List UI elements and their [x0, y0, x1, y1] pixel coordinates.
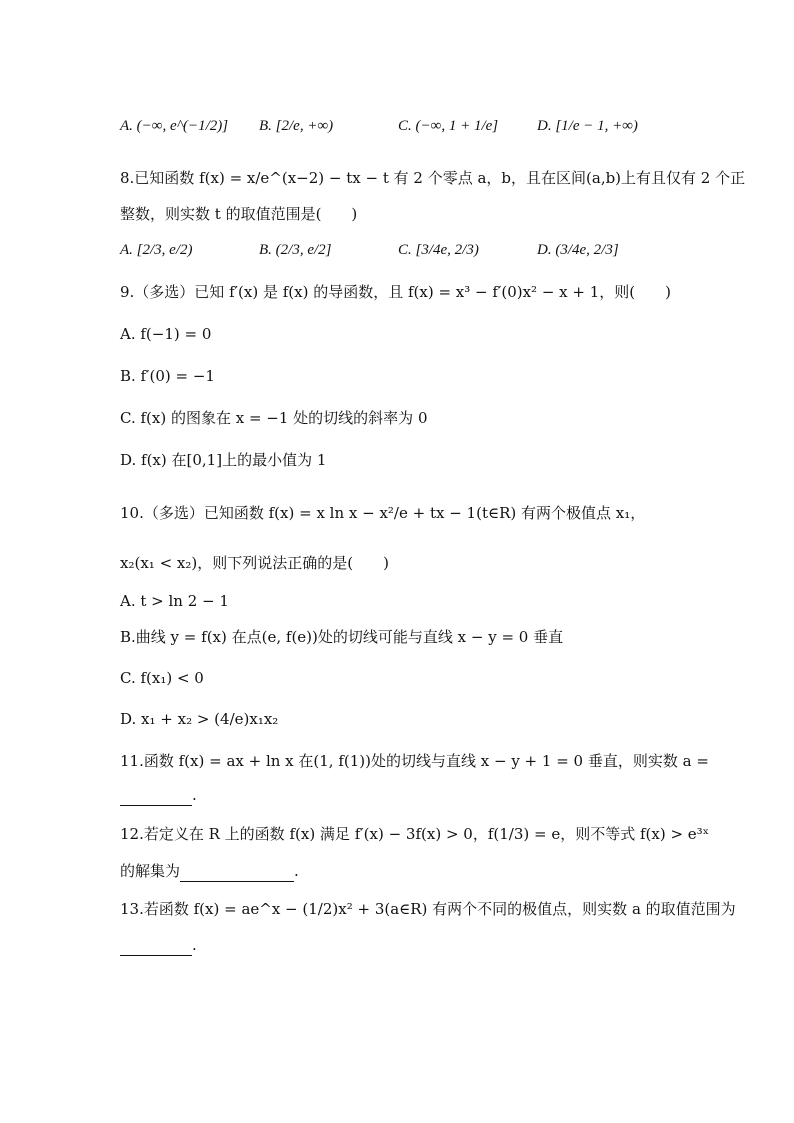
q8-stem-line2: 整数，则实数 t 的取值范围是( )	[120, 205, 358, 223]
q8-stem-line1: 8.已知函数 f(x) = x/e^(x−2) − tx − t 有 2 个零点 a，b，且在区间(a,b)上有且仅有 2 个正	[120, 169, 746, 187]
q11-answer-line	[120, 784, 676, 806]
q12-period: .	[294, 862, 299, 880]
q9-option-a: A. f(−1) = 0	[120, 325, 212, 343]
q10-option-b: B.曲线 y = f(x) 在点(e, f(e))处的切线可能与直线 x − y = 0 垂直	[120, 628, 564, 646]
q7-option-a: A. (−∞, e^(−1/2)]	[120, 118, 229, 134]
q7-option-c: C. (−∞, 1 + 1/e]	[398, 118, 499, 134]
q7-options	[120, 115, 676, 137]
q9-option-d: D. f(x) 在[0,1]上的最小值为 1	[120, 451, 327, 469]
q13-stem: 13.若函数 f(x) = ae^x − (1/2)x² + 3(a∈R) 有两个不同的极值点，则实数 a 的取值范围为	[120, 900, 736, 918]
q10-stem-line1: 10.（多选）已知函数 f(x) = x ln x − x²/e + tx − 1(t∈R) 有两个极值点 x₁，	[120, 504, 646, 522]
q10-option-a: A. t > ln 2 − 1	[120, 592, 229, 610]
q8-option-a: A. [2/3, e/2)	[120, 242, 193, 258]
q12-stem-line1: 12.若定义在 R 上的函数 f(x) 满足 f′(x) − 3f(x) > 0，f(1/3) = e，则不等式 f(x) > e³ˣ	[120, 825, 710, 843]
q8-option-d: D. (3/4e, 2/3]	[537, 242, 619, 258]
q13-answer-blank[interactable]	[120, 939, 192, 956]
q8-option-b: B. (2/3, e/2]	[259, 242, 332, 258]
q12-answer-blank[interactable]	[180, 865, 294, 882]
q13-period: .	[192, 936, 197, 954]
q10-stem-line2: x₂(x₁ < x₂)，则下列说法正确的是( )	[120, 554, 389, 572]
q11-stem: 11.函数 f(x) = ax + ln x 在(1, f(1))处的切线与直线 x − y + 1 = 0 垂直，则实数 a =	[120, 752, 709, 770]
q10-option-d: D. x₁ + x₂ > (4/e)x₁x₂	[120, 710, 279, 728]
q13-answer-line	[120, 934, 676, 956]
q9-option-c: C. f(x) 的图象在 x = −1 处的切线的斜率为 0	[120, 409, 428, 427]
q10-option-c: C. f(x₁) < 0	[120, 669, 204, 687]
q12-solution-set-label: 的解集为	[120, 862, 181, 880]
q9-option-b: B. f′(0) = −1	[120, 367, 215, 385]
q8-option-c: C. [3/4e, 2/3)	[398, 242, 479, 258]
q12-stem-line2	[120, 860, 676, 882]
q11-answer-blank[interactable]	[120, 789, 192, 806]
q8-options	[120, 239, 676, 261]
q7-option-d: D. [1/e − 1, +∞)	[537, 118, 638, 134]
q9-stem: 9.（多选）已知 f′(x) 是 f(x) 的导函数，且 f(x) = x³ − f′(0)x² − x + 1，则( )	[120, 283, 671, 301]
q11-period: .	[192, 786, 197, 804]
q7-option-b: B. [2/e, +∞)	[259, 118, 334, 134]
